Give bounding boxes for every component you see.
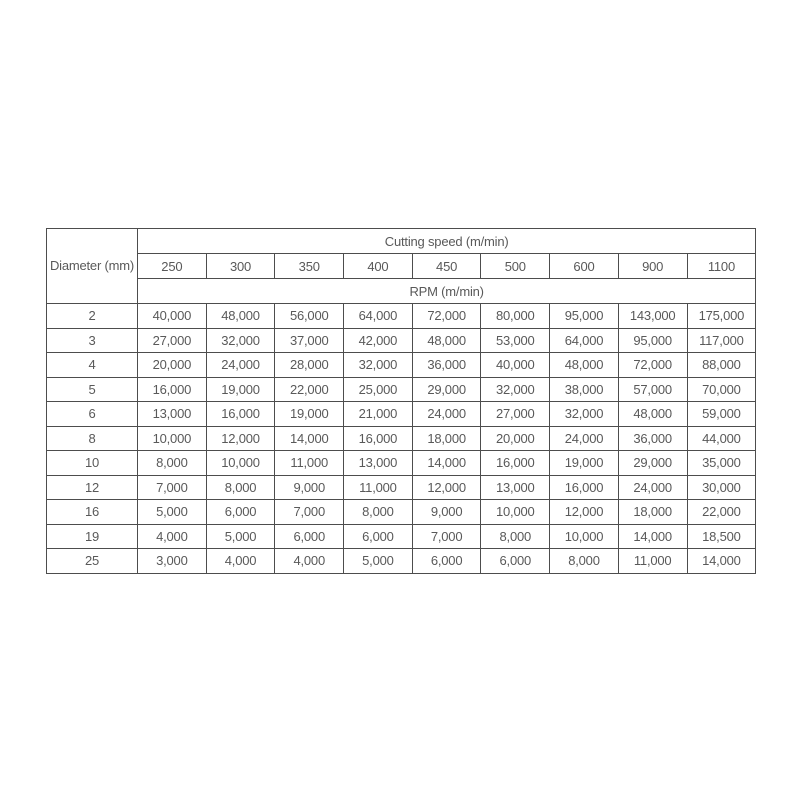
- rpm-value-cell: 32,000: [550, 402, 619, 427]
- rpm-value-cell: 48,000: [618, 402, 687, 427]
- rpm-value-cell: 59,000: [687, 402, 756, 427]
- table-row: [47, 328, 756, 353]
- rpm-value-cell: 29,000: [412, 377, 481, 402]
- table-row: [47, 426, 756, 451]
- cutting-speed-table-container: [46, 228, 756, 574]
- rpm-value-cell: 12,000: [412, 475, 481, 500]
- rpm-value-cell: 14,000: [412, 451, 481, 476]
- speed-column-header: 400: [344, 254, 413, 279]
- rpm-value-cell: 32,000: [481, 377, 550, 402]
- rpm-value-cell: 32,000: [206, 328, 275, 353]
- speed-column-header: 900: [618, 254, 687, 279]
- rpm-value-cell: 88,000: [687, 353, 756, 378]
- rpm-value-cell: 95,000: [550, 304, 619, 329]
- table-row: [47, 475, 756, 500]
- rpm-value-cell: 9,000: [412, 500, 481, 525]
- rpm-value-cell: 12,000: [206, 426, 275, 451]
- rpm-value-cell: 36,000: [618, 426, 687, 451]
- rpm-value-cell: 19,000: [206, 377, 275, 402]
- diameter-value-cell: 19: [47, 524, 138, 549]
- rpm-value-cell: 38,000: [550, 377, 619, 402]
- rpm-value-cell: 5,000: [138, 500, 207, 525]
- diameter-value-cell: 25: [47, 549, 138, 574]
- diameter-header-cell: Diameter (mm): [47, 229, 138, 304]
- speed-column-header: 450: [412, 254, 481, 279]
- rpm-value-cell: 20,000: [481, 426, 550, 451]
- table-row: [47, 549, 756, 574]
- cutting-speed-header-cell: Cutting speed (m/min): [138, 229, 756, 254]
- diameter-value-cell: 4: [47, 353, 138, 378]
- rpm-value-cell: 11,000: [618, 549, 687, 574]
- rpm-value-cell: 13,000: [138, 402, 207, 427]
- rpm-value-cell: 95,000: [618, 328, 687, 353]
- rpm-value-cell: 14,000: [687, 549, 756, 574]
- rpm-value-cell: 9,000: [275, 475, 344, 500]
- rpm-value-cell: 6,000: [275, 524, 344, 549]
- rpm-value-cell: 56,000: [275, 304, 344, 329]
- table-row: [47, 377, 756, 402]
- rpm-value-cell: 5,000: [344, 549, 413, 574]
- rpm-value-cell: 117,000: [687, 328, 756, 353]
- rpm-value-cell: 10,000: [481, 500, 550, 525]
- rpm-value-cell: 12,000: [550, 500, 619, 525]
- rpm-value-cell: 32,000: [344, 353, 413, 378]
- rpm-value-cell: 19,000: [275, 402, 344, 427]
- rpm-value-cell: 3,000: [138, 549, 207, 574]
- diameter-value-cell: 16: [47, 500, 138, 525]
- rpm-value-cell: 143,000: [618, 304, 687, 329]
- table-row: [47, 451, 756, 476]
- rpm-value-cell: 4,000: [138, 524, 207, 549]
- rpm-value-cell: 10,000: [206, 451, 275, 476]
- rpm-header-cell: RPM (m/min): [138, 279, 756, 304]
- rpm-value-cell: 8,000: [138, 451, 207, 476]
- rpm-value-cell: 5,000: [206, 524, 275, 549]
- rpm-value-cell: 44,000: [687, 426, 756, 451]
- rpm-value-cell: 70,000: [687, 377, 756, 402]
- rpm-value-cell: 30,000: [687, 475, 756, 500]
- header-row-rpm: [47, 279, 756, 304]
- table-row: [47, 353, 756, 378]
- rpm-value-cell: 7,000: [412, 524, 481, 549]
- rpm-value-cell: 18,500: [687, 524, 756, 549]
- speed-column-header: 350: [275, 254, 344, 279]
- rpm-value-cell: 8,000: [206, 475, 275, 500]
- rpm-value-cell: 48,000: [412, 328, 481, 353]
- rpm-value-cell: 13,000: [344, 451, 413, 476]
- rpm-value-cell: 53,000: [481, 328, 550, 353]
- speed-column-header: 600: [550, 254, 619, 279]
- rpm-value-cell: 6,000: [481, 549, 550, 574]
- rpm-value-cell: 24,000: [206, 353, 275, 378]
- rpm-value-cell: 22,000: [687, 500, 756, 525]
- rpm-value-cell: 16,000: [138, 377, 207, 402]
- rpm-value-cell: 8,000: [481, 524, 550, 549]
- rpm-value-cell: 25,000: [344, 377, 413, 402]
- rpm-value-cell: 18,000: [618, 500, 687, 525]
- rpm-value-cell: 21,000: [344, 402, 413, 427]
- diameter-value-cell: 8: [47, 426, 138, 451]
- rpm-value-cell: 40,000: [138, 304, 207, 329]
- rpm-value-cell: 7,000: [275, 500, 344, 525]
- rpm-value-cell: 40,000: [481, 353, 550, 378]
- rpm-value-cell: 22,000: [275, 377, 344, 402]
- diameter-value-cell: 10: [47, 451, 138, 476]
- speed-column-header: 250: [138, 254, 207, 279]
- rpm-value-cell: 57,000: [618, 377, 687, 402]
- rpm-value-cell: 36,000: [412, 353, 481, 378]
- rpm-value-cell: 16,000: [550, 475, 619, 500]
- speed-column-header: 500: [481, 254, 550, 279]
- diameter-value-cell: 6: [47, 402, 138, 427]
- rpm-value-cell: 16,000: [206, 402, 275, 427]
- rpm-value-cell: 6,000: [206, 500, 275, 525]
- rpm-value-cell: 80,000: [481, 304, 550, 329]
- rpm-value-cell: 48,000: [550, 353, 619, 378]
- rpm-value-cell: 72,000: [412, 304, 481, 329]
- rpm-value-cell: 8,000: [344, 500, 413, 525]
- header-row-speed-values: [47, 254, 756, 279]
- rpm-value-cell: 72,000: [618, 353, 687, 378]
- rpm-value-cell: 8,000: [550, 549, 619, 574]
- rpm-value-cell: 27,000: [138, 328, 207, 353]
- diameter-value-cell: 12: [47, 475, 138, 500]
- speed-column-header: 1100: [687, 254, 756, 279]
- rpm-value-cell: 16,000: [481, 451, 550, 476]
- diameter-value-cell: 3: [47, 328, 138, 353]
- diameter-value-cell: 2: [47, 304, 138, 329]
- table-row: [47, 524, 756, 549]
- diameter-value-cell: 5: [47, 377, 138, 402]
- header-row-cutting-speed: [47, 229, 756, 254]
- rpm-value-cell: 11,000: [344, 475, 413, 500]
- rpm-value-cell: 175,000: [687, 304, 756, 329]
- rpm-value-cell: 4,000: [275, 549, 344, 574]
- rpm-value-cell: 18,000: [412, 426, 481, 451]
- rpm-value-cell: 20,000: [138, 353, 207, 378]
- rpm-value-cell: 6,000: [344, 524, 413, 549]
- rpm-value-cell: 11,000: [275, 451, 344, 476]
- rpm-value-cell: 37,000: [275, 328, 344, 353]
- table-row: [47, 304, 756, 329]
- rpm-value-cell: 42,000: [344, 328, 413, 353]
- cutting-speed-table: [46, 228, 756, 574]
- table-row: [47, 500, 756, 525]
- rpm-value-cell: 10,000: [550, 524, 619, 549]
- rpm-value-cell: 6,000: [412, 549, 481, 574]
- rpm-value-cell: 64,000: [344, 304, 413, 329]
- rpm-value-cell: 19,000: [550, 451, 619, 476]
- rpm-value-cell: 14,000: [275, 426, 344, 451]
- rpm-value-cell: 24,000: [550, 426, 619, 451]
- rpm-value-cell: 48,000: [206, 304, 275, 329]
- rpm-value-cell: 29,000: [618, 451, 687, 476]
- table-row: [47, 402, 756, 427]
- rpm-value-cell: 10,000: [138, 426, 207, 451]
- rpm-value-cell: 16,000: [344, 426, 413, 451]
- rpm-value-cell: 24,000: [618, 475, 687, 500]
- speed-column-header: 300: [206, 254, 275, 279]
- rpm-value-cell: 27,000: [481, 402, 550, 427]
- rpm-value-cell: 24,000: [412, 402, 481, 427]
- rpm-value-cell: 28,000: [275, 353, 344, 378]
- rpm-value-cell: 7,000: [138, 475, 207, 500]
- rpm-value-cell: 35,000: [687, 451, 756, 476]
- rpm-value-cell: 13,000: [481, 475, 550, 500]
- rpm-value-cell: 64,000: [550, 328, 619, 353]
- rpm-value-cell: 4,000: [206, 549, 275, 574]
- rpm-value-cell: 14,000: [618, 524, 687, 549]
